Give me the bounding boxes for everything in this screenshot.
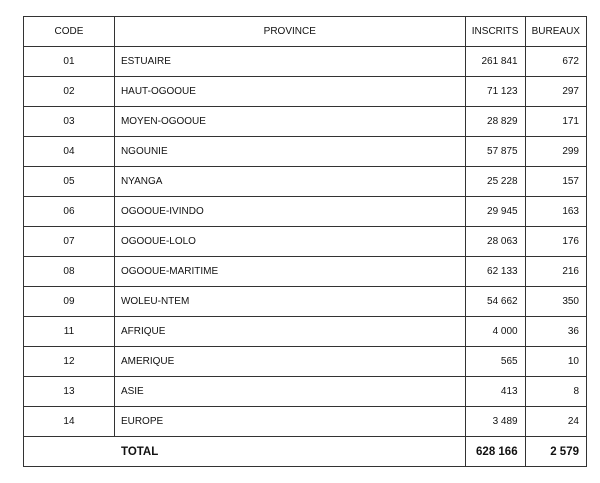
cell-code: 14 [24,407,115,437]
cell-code: 12 [24,347,115,377]
total-inscrits: 628 166 [465,437,525,467]
cell-inscrits: 25 228 [465,167,525,197]
cell-code: 08 [24,257,115,287]
cell-inscrits: 28 829 [465,107,525,137]
cell-province: AMERIQUE [114,347,465,377]
cell-inscrits: 413 [465,377,525,407]
table-row [24,227,587,257]
cell-code: 03 [24,107,115,137]
cell-code: 02 [24,77,115,107]
cell-bureaux: 176 [525,227,586,257]
cell-province: WOLEU-NTEM [114,287,465,317]
table-row [24,287,587,317]
header-inscrits: INSCRITS [465,17,525,47]
table-row [24,317,587,347]
total-bureaux: 2 579 [525,437,586,467]
cell-province: MOYEN-OGOOUE [114,107,465,137]
cell-inscrits: 29 945 [465,197,525,227]
header-bureaux: BUREAUX [525,17,586,47]
cell-inscrits: 565 [465,347,525,377]
cell-province: NGOUNIE [114,137,465,167]
table-row [24,407,587,437]
table-row [24,167,587,197]
cell-inscrits: 28 063 [465,227,525,257]
cell-bureaux: 8 [525,377,586,407]
cell-code: 07 [24,227,115,257]
cell-bureaux: 163 [525,197,586,227]
electoral-registry-table [23,16,587,467]
cell-bureaux: 299 [525,137,586,167]
total-row [24,437,587,467]
cell-bureaux: 24 [525,407,586,437]
table-row [24,77,587,107]
table-row [24,257,587,287]
header-row [24,17,587,47]
table-row [24,377,587,407]
cell-code: 06 [24,197,115,227]
cell-bureaux: 157 [525,167,586,197]
total-label: TOTAL [24,437,466,467]
cell-inscrits: 3 489 [465,407,525,437]
table-row [24,197,587,227]
cell-bureaux: 10 [525,347,586,377]
cell-inscrits: 54 662 [465,287,525,317]
table-row [24,137,587,167]
cell-province: NYANGA [114,167,465,197]
cell-inscrits: 261 841 [465,47,525,77]
cell-code: 04 [24,137,115,167]
cell-province: ASIE [114,377,465,407]
cell-bureaux: 350 [525,287,586,317]
cell-bureaux: 672 [525,47,586,77]
cell-code: 09 [24,287,115,317]
cell-bureaux: 297 [525,77,586,107]
cell-province: OGOOUE-MARITIME [114,257,465,287]
cell-bureaux: 216 [525,257,586,287]
cell-code: 11 [24,317,115,347]
cell-province: OGOOUE-LOLO [114,227,465,257]
table-row [24,107,587,137]
cell-code: 13 [24,377,115,407]
header-province: PROVINCE [114,17,465,47]
cell-province: EUROPE [114,407,465,437]
table-body [24,47,587,437]
cell-code: 01 [24,47,115,77]
table-row [24,347,587,377]
header-code: CODE [24,17,115,47]
cell-province: ESTUAIRE [114,47,465,77]
cell-code: 05 [24,167,115,197]
table-row [24,47,587,77]
cell-province: OGOOUE-IVINDO [114,197,465,227]
cell-bureaux: 36 [525,317,586,347]
cell-inscrits: 62 133 [465,257,525,287]
cell-inscrits: 4 000 [465,317,525,347]
cell-province: AFRIQUE [114,317,465,347]
cell-inscrits: 57 875 [465,137,525,167]
cell-province: HAUT-OGOOUE [114,77,465,107]
cell-inscrits: 71 123 [465,77,525,107]
cell-bureaux: 171 [525,107,586,137]
